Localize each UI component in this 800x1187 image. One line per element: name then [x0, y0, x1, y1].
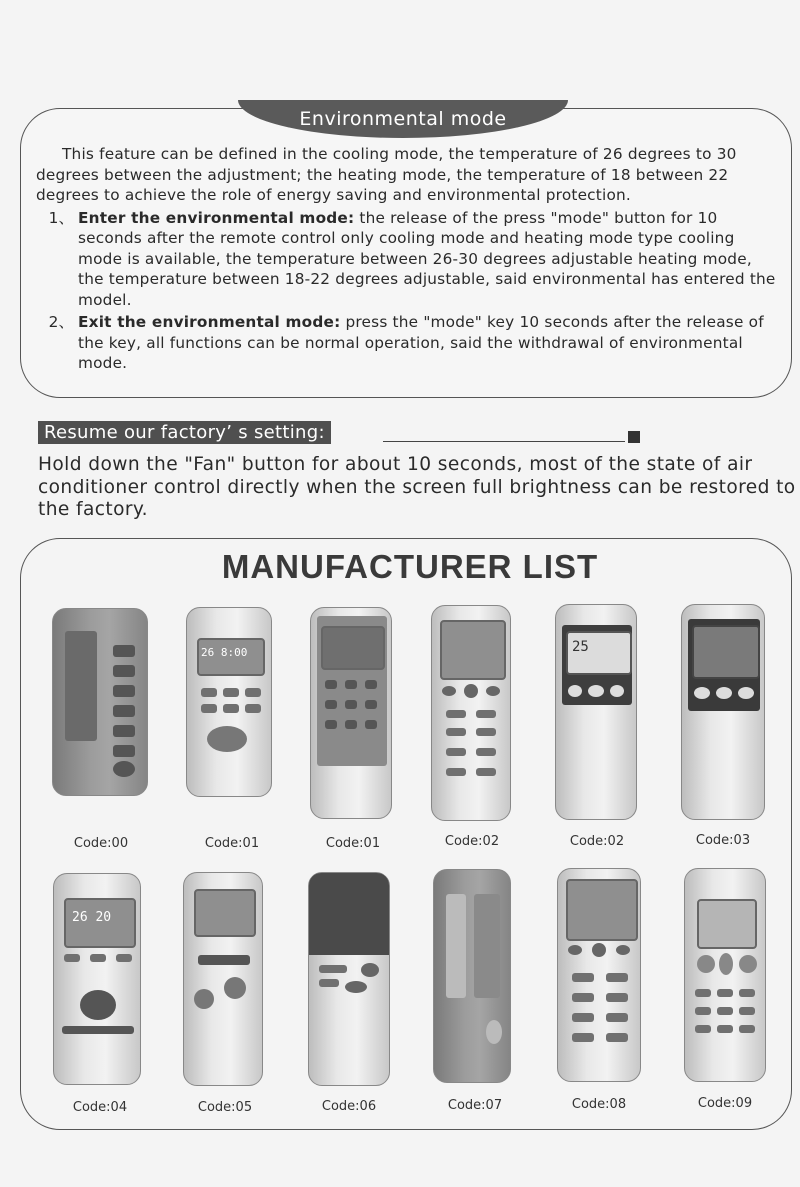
remote-code-label: Code:08 [571, 1097, 627, 1112]
remote-control-image [186, 607, 272, 797]
lcd-readout: 25 [572, 639, 589, 655]
remote-code-label: Code:07 [447, 1098, 503, 1113]
remote-control-image [183, 872, 263, 1086]
item-number: 1、 [48, 208, 74, 227]
remote-control-image [433, 869, 511, 1083]
item-text: press the "mode" key 10 seconds after the release of the key, all functions can be normal operation, said the withdrawal of environmental mode. [78, 313, 764, 372]
remote-control-image [681, 604, 765, 820]
remote-code-label: Code:04 [72, 1100, 128, 1115]
lcd-readout: 26 8:00 [201, 646, 248, 659]
environmental-mode-text [36, 144, 780, 374]
item-heading: Enter the environmental mode: [78, 208, 355, 227]
lcd-readout: 26 20 [72, 910, 112, 925]
environmental-intro: This feature can be defined in the cooling mode, the temperature of 26 degrees to 30 degrees between the adjustment; the heating mode, the temperature of 18 between 22 degrees to achieve the role of energy saving and environmental protection. [36, 145, 737, 204]
remote-control-image [52, 608, 148, 796]
square-marker-icon [628, 431, 640, 443]
remote-code-label: Code:02 [569, 834, 625, 849]
remote-code-label: Code:00 [73, 836, 129, 851]
divider [383, 441, 625, 442]
remote-control-image [308, 872, 390, 1086]
remote-control-image [684, 868, 766, 1082]
item-number: 2、 [48, 313, 74, 331]
remote-code-label: Code:01 [204, 836, 260, 851]
environmental-item-enter [36, 208, 780, 311]
remote-code-label: Code:05 [197, 1100, 253, 1115]
manufacturer-list-title: MANUFACTURER LIST [221, 548, 599, 585]
item-text: the release of the press "mode" button for 10 seconds after the remote control only cooling mode and heating mode type cooling mode is available, the temperature between 26-30 degrees adjustable heating mode, the temperature between 18-22 degrees adjustable, said environmental has entered the model. [78, 208, 776, 309]
environmental-item-exit [36, 312, 780, 374]
remote-code-label: Code:02 [444, 834, 500, 849]
remote-code-label: Code:01 [325, 836, 381, 851]
resume-factory-title: Resume our factory’ s setting: [38, 421, 331, 444]
remote-code-label: Code:06 [321, 1099, 377, 1114]
remote-control-image [431, 605, 511, 821]
environmental-mode-title: Environmental mode [238, 100, 568, 138]
remote-control-image [53, 873, 141, 1085]
remote-control-image [555, 604, 637, 820]
remote-control-image [557, 868, 641, 1082]
remote-code-label: Code:03 [695, 833, 751, 848]
resume-factory-text: Hold down the "Fan" button for about 10 seconds, most of the state of air conditioner control directly when the screen full brightness can be restored to the factory. [38, 454, 796, 520]
remote-code-label: Code:09 [697, 1096, 753, 1111]
remote-control-image [310, 607, 392, 819]
item-heading: Exit the environmental mode: [78, 313, 341, 331]
